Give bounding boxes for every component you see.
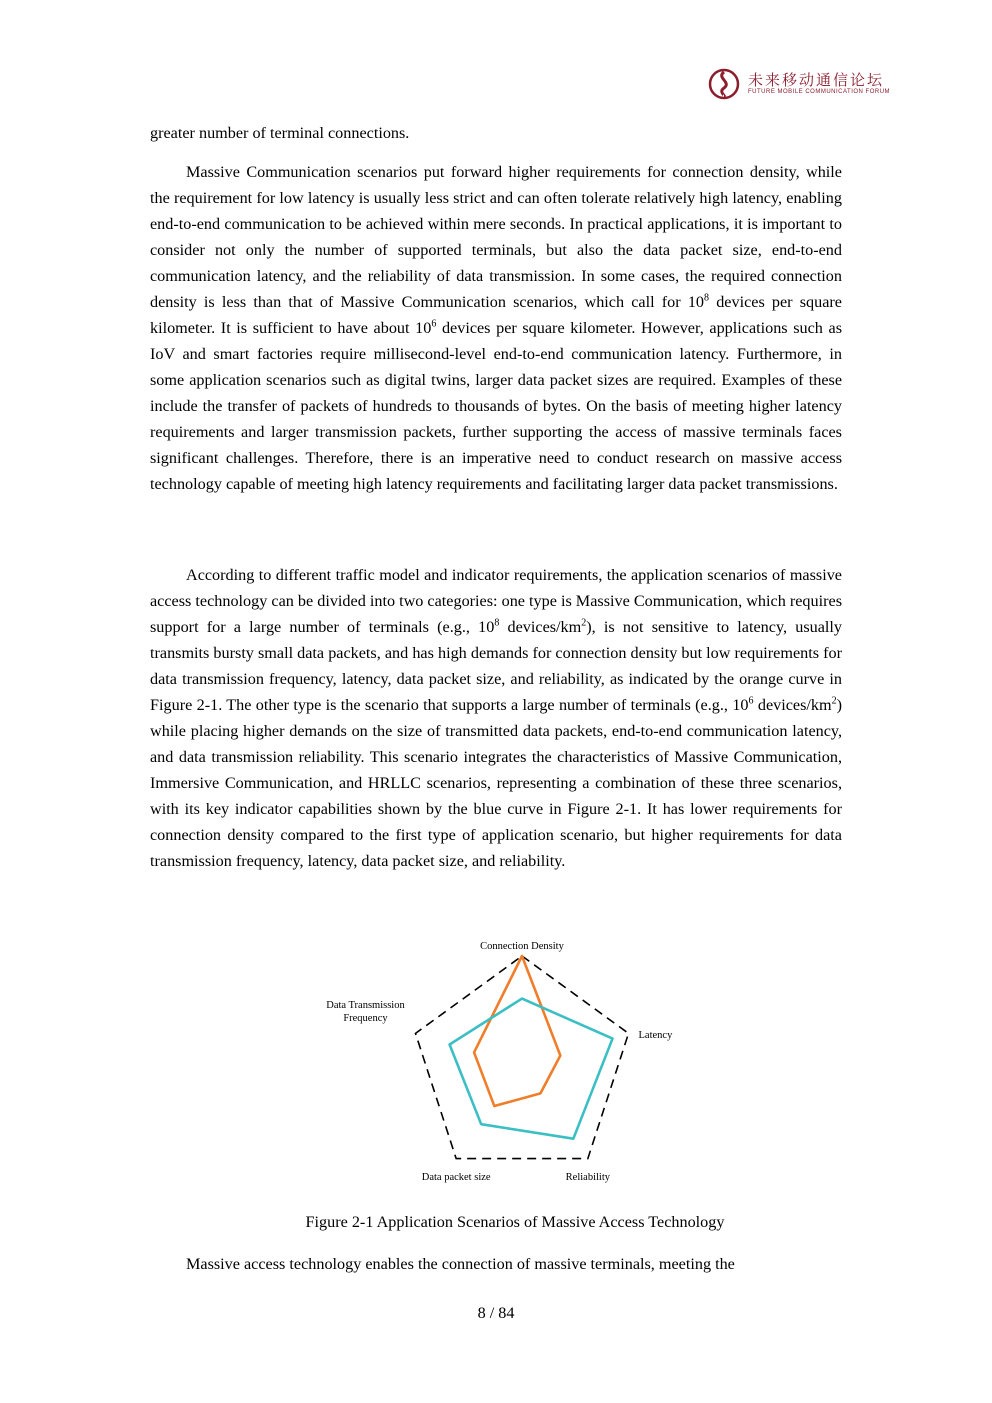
radar-chart <box>330 936 690 1198</box>
paragraph-3 <box>150 1251 842 1277</box>
p2-span-3: ), is not sensitive to latency, usually transmits bursty small data packets, and has high demands for connection density but low requirements for data transmission frequency, latency, data packet size, and reliability, as indicated by the orange curve in Figure 2-1. The other type is the scenario that supports a large number of terminals (e.g., 10 <box>150 618 842 714</box>
logo-text-cn: 未来移动通信论坛 <box>748 71 885 89</box>
p1-exponent-1: 8 <box>704 292 710 304</box>
p1-span-3: devices per square kilometer. However, applications such as IoV and smart factories require millisecond-level end-to-end communication latency. Furthermore, in some application scenarios such as digital twins, larger data packet sizes are required. Examples of these include the transfer of packets of hundreds to thousands of bytes. On the basis of meeting higher latency requirements and larger transmission packets, further supporting the access of massive terminals faces significant challenges. Therefore, there is an imperative need to conduct research on massive access technology capable of meeting high latency requirements and facilitating larger data packet transmissions. <box>150 319 842 493</box>
p2-span-4: devices/km <box>753 696 832 714</box>
header-logo <box>708 66 891 102</box>
paragraph-2 <box>150 562 842 874</box>
paragraph-0-text: greater number of terminal connections. <box>150 124 410 142</box>
p2-span-5: ) while placing higher demands on the size of transmitted data packets, end-to-end communication latency, and data transmission reliability. This scenario integrates the characteristics of Massive Communication, Immersive Communication, and HRLLC scenarios, representing a combination of these three scenarios, with its key indicator capabilities shown by the blue curve in Figure 2-1. It has lower requirements for connection density compared to the first type of application scenario, but higher requirements for data transmission frequency, latency, data packet size, and reliability. <box>150 696 842 870</box>
p1-exponent-2: 6 <box>431 318 437 330</box>
paragraph-1-text <box>150 159 842 497</box>
logo-swirl-icon <box>708 68 740 100</box>
page-number: 8 / 84 <box>477 1304 515 1322</box>
paragraph-2-text <box>150 562 842 874</box>
p2-exponent-3: 6 <box>748 695 754 707</box>
radar-series-1 <box>474 956 560 1106</box>
paragraph-3-text: Massive access technology enables the connection of massive terminals, meeting the <box>186 1255 735 1273</box>
p2-exponent-4: 2 <box>831 695 837 707</box>
p2-span-2: devices/km <box>499 618 582 636</box>
logo-text-en: FUTURE MOBILE COMMUNICATION FORUM <box>748 89 891 95</box>
paragraph-1 <box>150 159 842 497</box>
paragraph-0 <box>150 120 842 146</box>
p2-span-1: According to different traffic model and indicator requirements, the application scenarios of massive access technology can be divided into two categories: one type is Massive Communication, which requires support for a large number of terminals (e.g., 10 <box>150 566 842 636</box>
p1-span-1: Massive Communication scenarios put forward higher requirements for connection density, while the requirement for low latency is usually less strict and can often tolerate relatively high latency, enabling end-to-end communication to be achieved within mere seconds. In practical applications, it is important to consider not only the number of supported terminals, but also the data packet size, end-to-end communication latency, and the reliability of data transmission. In some cases, the required connection density is less than that of Massive Communication scenarios, which call for 10 <box>150 163 842 311</box>
p1-span-2: devices per square kilometer. It is sufficient to have about 10 <box>150 293 842 337</box>
axis-label-data-transmission-frequency: Data Transmission Frequency <box>326 1000 405 1025</box>
radar-series-2 <box>450 999 613 1139</box>
axis-label-latency: Latency <box>638 1030 673 1042</box>
axis-label-connection-density: Connection Density <box>480 941 564 952</box>
radar-frame <box>415 956 628 1159</box>
axis-label-reliability: Reliability <box>565 1171 610 1183</box>
p2-exponent-1: 8 <box>494 617 500 629</box>
p2-exponent-2: 2 <box>581 617 587 629</box>
radar-figure <box>326 936 690 1198</box>
axis-label-data-packet-size: Data packet size <box>421 1171 491 1183</box>
figure-caption: Figure 2-1 Application Scenarios of Massive Access Technology <box>305 1213 725 1231</box>
